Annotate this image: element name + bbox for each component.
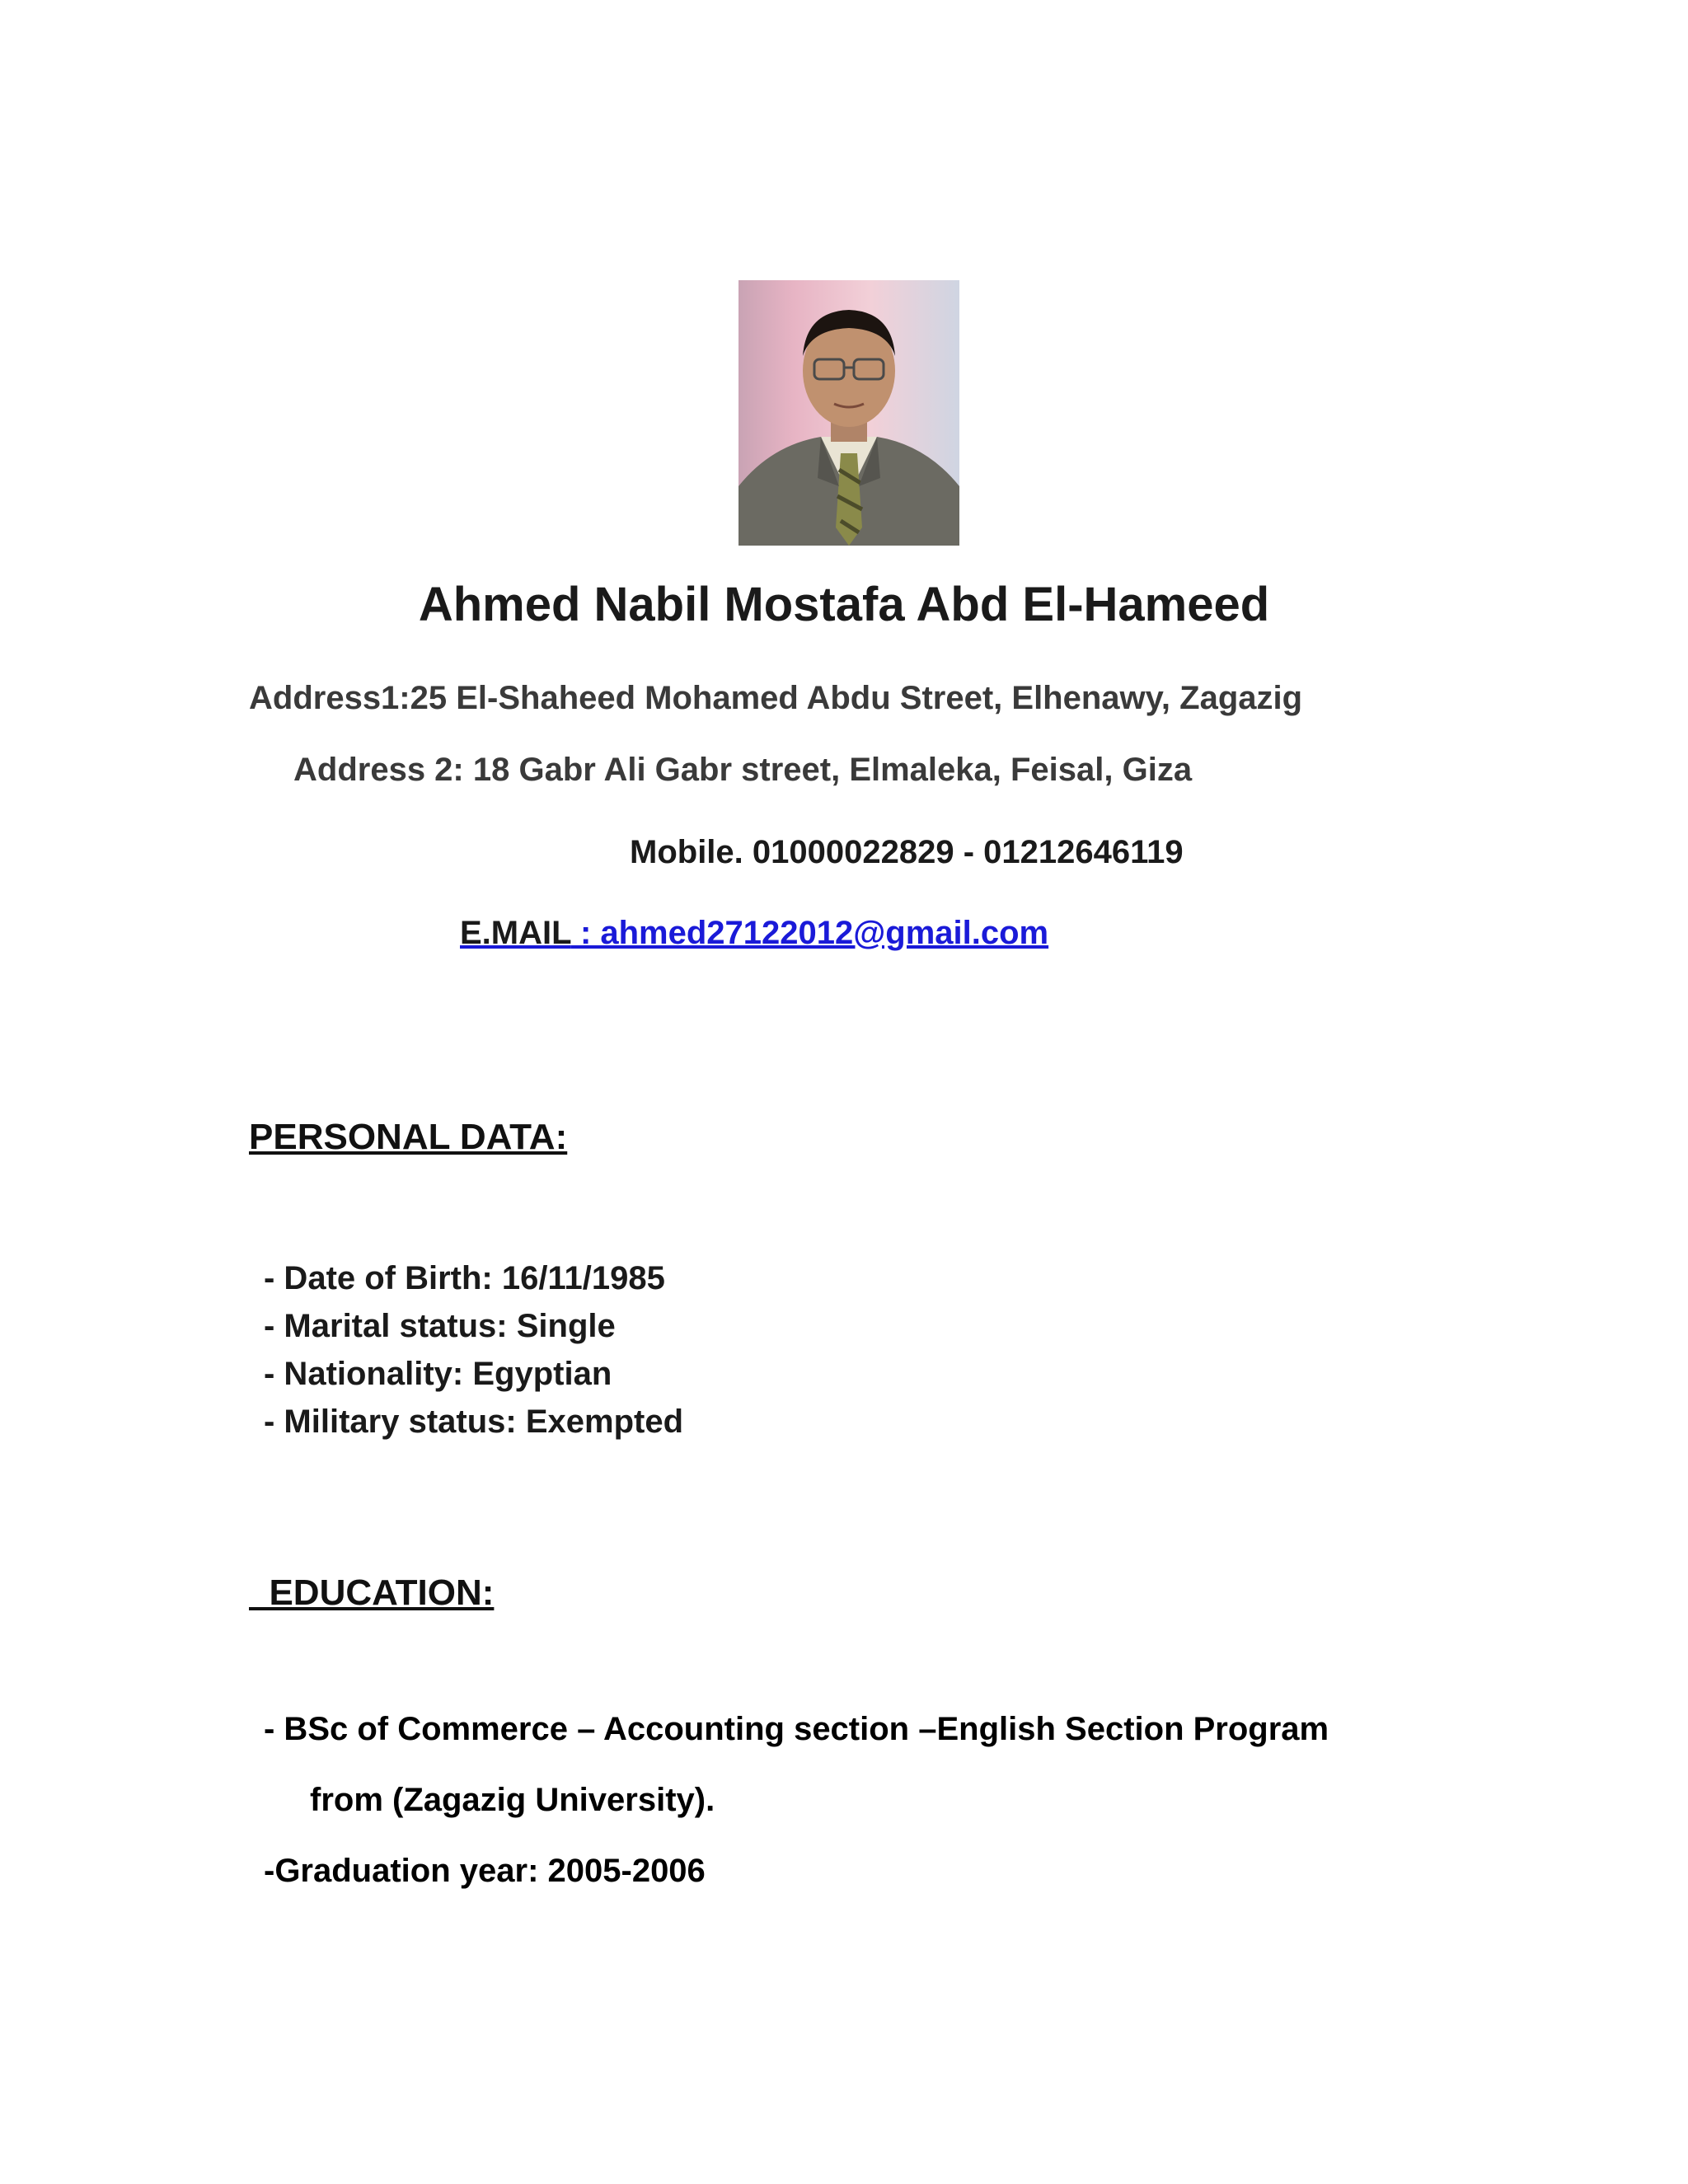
profile-photo [738,280,959,546]
list-item: - Marital status: Single [264,1308,616,1344]
personal-data-list [264,1254,683,1446]
address-1: Address1:25 El-Shaheed Mohamed Abdu Street, Elhenawy, Zagazig [249,680,1303,716]
candidate-name: Ahmed Nabil Mostafa Abd El-Hameed [418,578,1270,631]
education-university: from (Zagazig University). [310,1782,715,1818]
list-item: - Military status: Exempted [264,1404,684,1440]
address-2: Address 2: 18 Gabr Ali Gabr street, Elmaleka, Feisal, Giza [293,752,1193,788]
mobile-numbers: Mobile. 01000022829 - 01212646119 [630,834,1184,870]
email-label: E.MAIL [460,915,571,951]
personal-data-heading: PERSONAL DATA: [249,1117,568,1157]
graduation-year: -Graduation year: 2005-2006 [264,1853,706,1889]
list-item: - Nationality: Egyptian [264,1356,612,1392]
education-heading: EDUCATION: [249,1572,495,1613]
education-degree: - BSc of Commerce – Accounting section –English Section Program [264,1711,1329,1747]
email-link[interactable]: : ahmed27122012@gmail.com [570,915,1049,951]
list-item: - Date of Birth: 16/11/1985 [264,1260,665,1296]
email-line [460,915,1048,952]
